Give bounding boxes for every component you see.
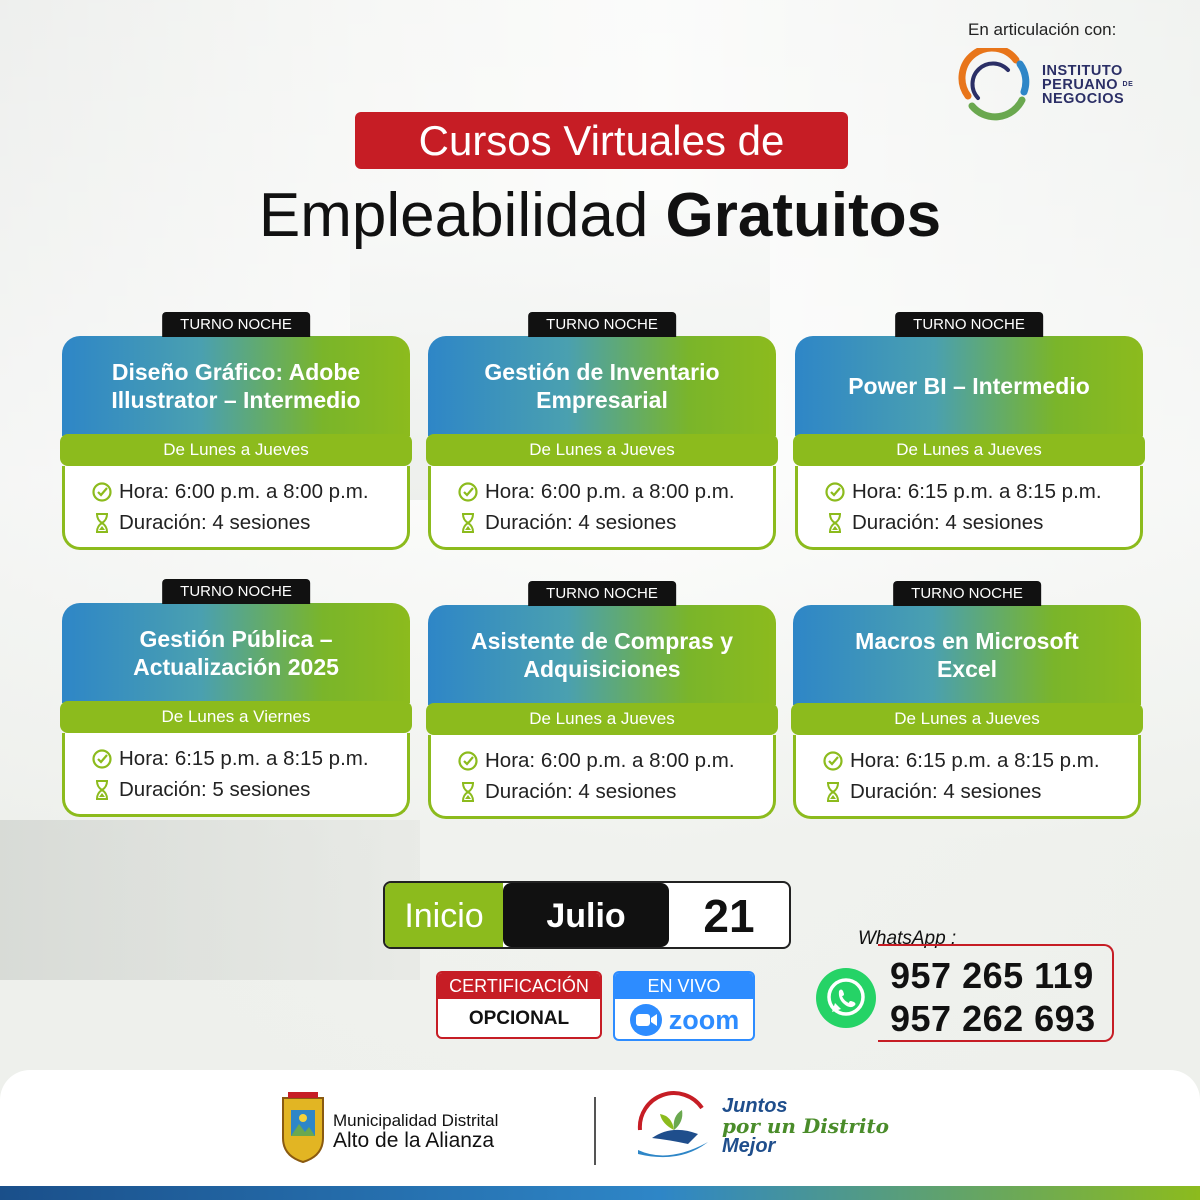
shift-tag: TURNO NOCHE <box>162 579 310 604</box>
footer-divider <box>594 1097 596 1165</box>
shift-tag: TURNO NOCHE <box>893 581 1041 606</box>
clock-check-icon <box>824 481 846 503</box>
course-title: Macros en Microsoft Excel <box>793 605 1141 705</box>
title-bold: Gratuitos <box>665 181 942 250</box>
course-card-2 <box>428 316 776 550</box>
ipn-ring-icon <box>958 48 1034 124</box>
zoom-camera-icon <box>629 1003 663 1037</box>
shift-tag: TURNO NOCHE <box>528 581 676 606</box>
shift-tag: TURNO NOCHE <box>895 312 1043 337</box>
course-days: De Lunes a Jueves <box>60 434 412 466</box>
course-card-3 <box>795 316 1143 550</box>
footer <box>0 1070 1200 1200</box>
clock-check-icon <box>91 481 113 503</box>
course-days: De Lunes a Jueves <box>791 703 1143 735</box>
course-duration: Duración: 4 sesiones <box>852 510 1044 534</box>
clock-check-icon <box>91 748 113 770</box>
course-days: De Lunes a Jueves <box>426 703 778 735</box>
course-card-1 <box>62 316 410 550</box>
course-card-4 <box>62 583 410 817</box>
certification-badge <box>436 971 602 1039</box>
course-duration: Duración: 4 sesiones <box>485 779 677 803</box>
course-title: Diseño Gráfico: Adobe Illustrator – Intermedio <box>62 336 410 436</box>
hourglass-icon <box>822 781 844 803</box>
start-month: Julio <box>503 883 669 947</box>
course-title: Asistente de Compras y Adquisiciones <box>428 605 776 705</box>
hourglass-icon <box>824 512 846 534</box>
clock-check-icon <box>457 750 479 772</box>
background-desk <box>0 820 420 980</box>
start-label: Inicio <box>385 883 503 947</box>
course-title: Gestión Pública – Actualización 2025 <box>62 603 410 703</box>
course-hours: Hora: 6:15 p.m. a 8:15 p.m. <box>852 479 1102 503</box>
slogan: Juntos por un Distrito Mejor <box>722 1095 890 1157</box>
course-hours: Hora: 6:00 p.m. a 8:00 p.m. <box>485 479 735 503</box>
course-details <box>428 466 776 550</box>
municipality-shield-icon <box>280 1092 326 1164</box>
shift-tag: TURNO NOCHE <box>528 312 676 337</box>
title-regular: Empleabilidad <box>258 181 649 250</box>
ipn-text: INSTITUTO PERUANO DE NEGOCIOS <box>1042 63 1134 108</box>
course-title: Gestión de Inventario Empresarial <box>428 336 776 436</box>
course-hours: Hora: 6:00 p.m. a 8:00 p.m. <box>485 748 735 772</box>
course-duration: Duración: 4 sesiones <box>119 510 311 534</box>
hourglass-icon <box>457 512 479 534</box>
hourglass-icon <box>91 512 113 534</box>
course-days: De Lunes a Viernes <box>60 701 412 733</box>
cert-bottom: OPCIONAL <box>468 1008 570 1029</box>
cert-top: CERTIFICACIÓN <box>438 973 600 999</box>
whatsapp-number-2[interactable]: 957 262 693 <box>890 998 1096 1039</box>
live-badge <box>613 971 755 1041</box>
course-duration: Duración: 4 sesiones <box>485 510 677 534</box>
course-duration: Duración: 5 sesiones <box>119 777 311 801</box>
course-details <box>795 466 1143 550</box>
course-hours: Hora: 6:15 p.m. a 8:15 p.m. <box>850 748 1100 772</box>
juntos-logo-icon <box>632 1090 718 1170</box>
course-hours: Hora: 6:15 p.m. a 8:15 p.m. <box>119 746 369 770</box>
hourglass-icon <box>457 781 479 803</box>
course-duration: Duración: 4 sesiones <box>850 779 1042 803</box>
whatsapp-icon[interactable] <box>815 967 877 1029</box>
whatsapp-label: WhatsApp : <box>858 928 957 949</box>
partner-logo <box>958 44 1158 124</box>
footer-color-bar <box>0 1186 1200 1200</box>
course-details <box>62 466 410 550</box>
course-details <box>62 733 410 817</box>
zoom-text: zoom <box>668 1004 740 1035</box>
start-day: 21 <box>703 890 755 942</box>
zoom-logo <box>615 999 753 1041</box>
whatsapp-number-1[interactable]: 957 265 119 <box>890 955 1094 996</box>
live-top: EN VIVO <box>615 973 753 999</box>
title-line2 <box>0 180 1200 251</box>
shift-tag: TURNO NOCHE <box>162 312 310 337</box>
course-card-5 <box>428 585 776 819</box>
course-days: De Lunes a Jueves <box>426 434 778 466</box>
course-title: Power BI – Intermedio <box>795 336 1143 436</box>
partner-label: En articulación con: <box>968 20 1117 39</box>
clock-check-icon <box>457 481 479 503</box>
start-date <box>383 881 791 949</box>
course-card-6 <box>793 585 1141 819</box>
course-hours: Hora: 6:00 p.m. a 8:00 p.m. <box>119 479 369 503</box>
municipality-name: Municipalidad Distrital Alto de la Alianza <box>333 1111 499 1152</box>
hourglass-icon <box>91 779 113 801</box>
course-details <box>428 735 776 819</box>
course-details <box>793 735 1141 819</box>
clock-check-icon <box>822 750 844 772</box>
title-banner: Cursos Virtuales de <box>355 112 848 169</box>
course-days: De Lunes a Jueves <box>793 434 1145 466</box>
